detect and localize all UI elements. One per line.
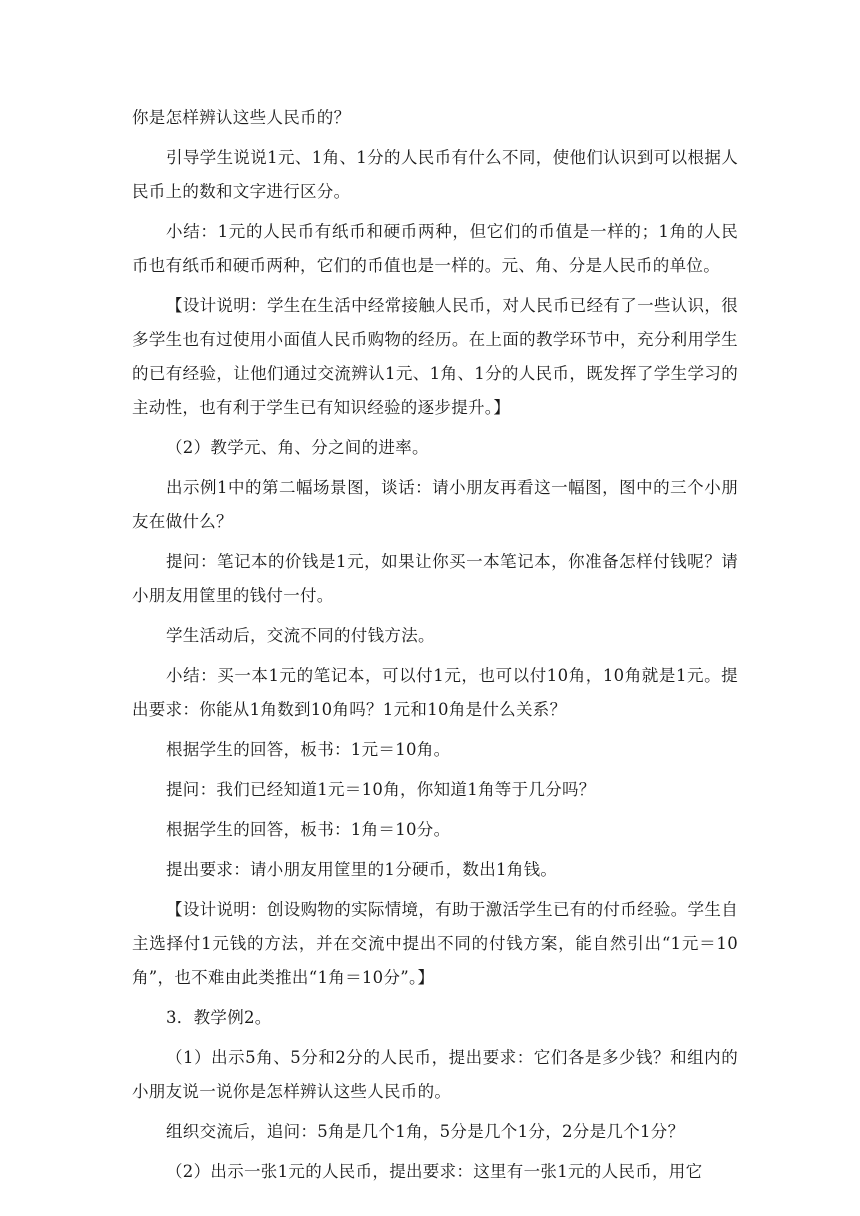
paragraph: （1）出示5角、5分和2分的人民币，提出要求：它们各是多少钱？和组内的小朋友说一说你是怎样辨认这些人民币的。 <box>132 1048 738 1101</box>
document-body <box>132 101 738 1195</box>
paragraph: 出示例1中的第二幅场景图，谈话：请小朋友再看这一幅图，图中的三个小朋友在做什么？ <box>132 478 738 531</box>
paragraph: 根据学生的回答，板书：1角＝10分。 <box>166 820 451 839</box>
paragraph: 提问：笔记本的价钱是1元，如果让你买一本笔记本，你准备怎样付钱呢？请小朋友用筐里的钱付一付。 <box>132 552 738 605</box>
paragraph: 小结：1元的人民币有纸币和硬币两种，但它们的币值是一样的；1角的人民币也有纸币和硬币两种，它们的币值也是一样的。元、角、分是人民币的单位。 <box>132 222 738 275</box>
design-note-paragraph: 【设计说明：学生在生活中经常接触人民币，对人民币已经有了一些认识，很多学生也有过使用小面值人民币购物的经历。在上面的教学环节中，充分利用学生的已有经验，让他们通过交流辨认1元、1角、1分的人民币，既发挥了学生学习的主动性，也有利于学生已有知识经验的逐步提升。】 <box>132 296 738 417</box>
paragraph: 提出要求：请小朋友用筐里的1分硬币，数出1角钱。 <box>166 860 558 879</box>
paragraph: （2）出示一张1元的人民币，提出要求：这里有一张1元的人民币，用它 <box>166 1162 703 1181</box>
paragraph: 引导学生说说1元、1角、1分的人民币有什么不同，使他们认识到可以根据人民币上的数和文字进行区分。 <box>132 148 738 201</box>
paragraph: 学生活动后，交流不同的付钱方法。 <box>166 626 435 645</box>
paragraph: 提问：我们已经知道1元＝10角，你知道1角等于几分吗？ <box>166 780 596 799</box>
paragraph: 你是怎样辨认这些人民币的？ <box>132 108 351 127</box>
paragraph: 组织交流后，追问：5角是几个1角，5分是几个1分，2分是几个1分？ <box>166 1122 685 1141</box>
paragraph: 根据学生的回答，板书：1元＝10角。 <box>166 740 451 759</box>
section-heading: （2）教学元、角、分之间的进率。 <box>166 438 429 457</box>
section-heading: 3．教学例2。 <box>166 1008 272 1027</box>
design-note-paragraph: 【设计说明：创设购物的实际情境，有助于激活学生已有的付币经验。学生自主选择付1元钱的方法，并在交流中提出不同的付钱方案，能自然引出“1元＝10角”，也不难由此类推出“1角＝10分”。】 <box>132 900 738 987</box>
paragraph: 小结：买一本1元的笔记本，可以付1元，也可以付10角，10角就是1元。提出要求：你能从1角数到10角吗？1元和10角是什么关系？ <box>132 666 738 719</box>
